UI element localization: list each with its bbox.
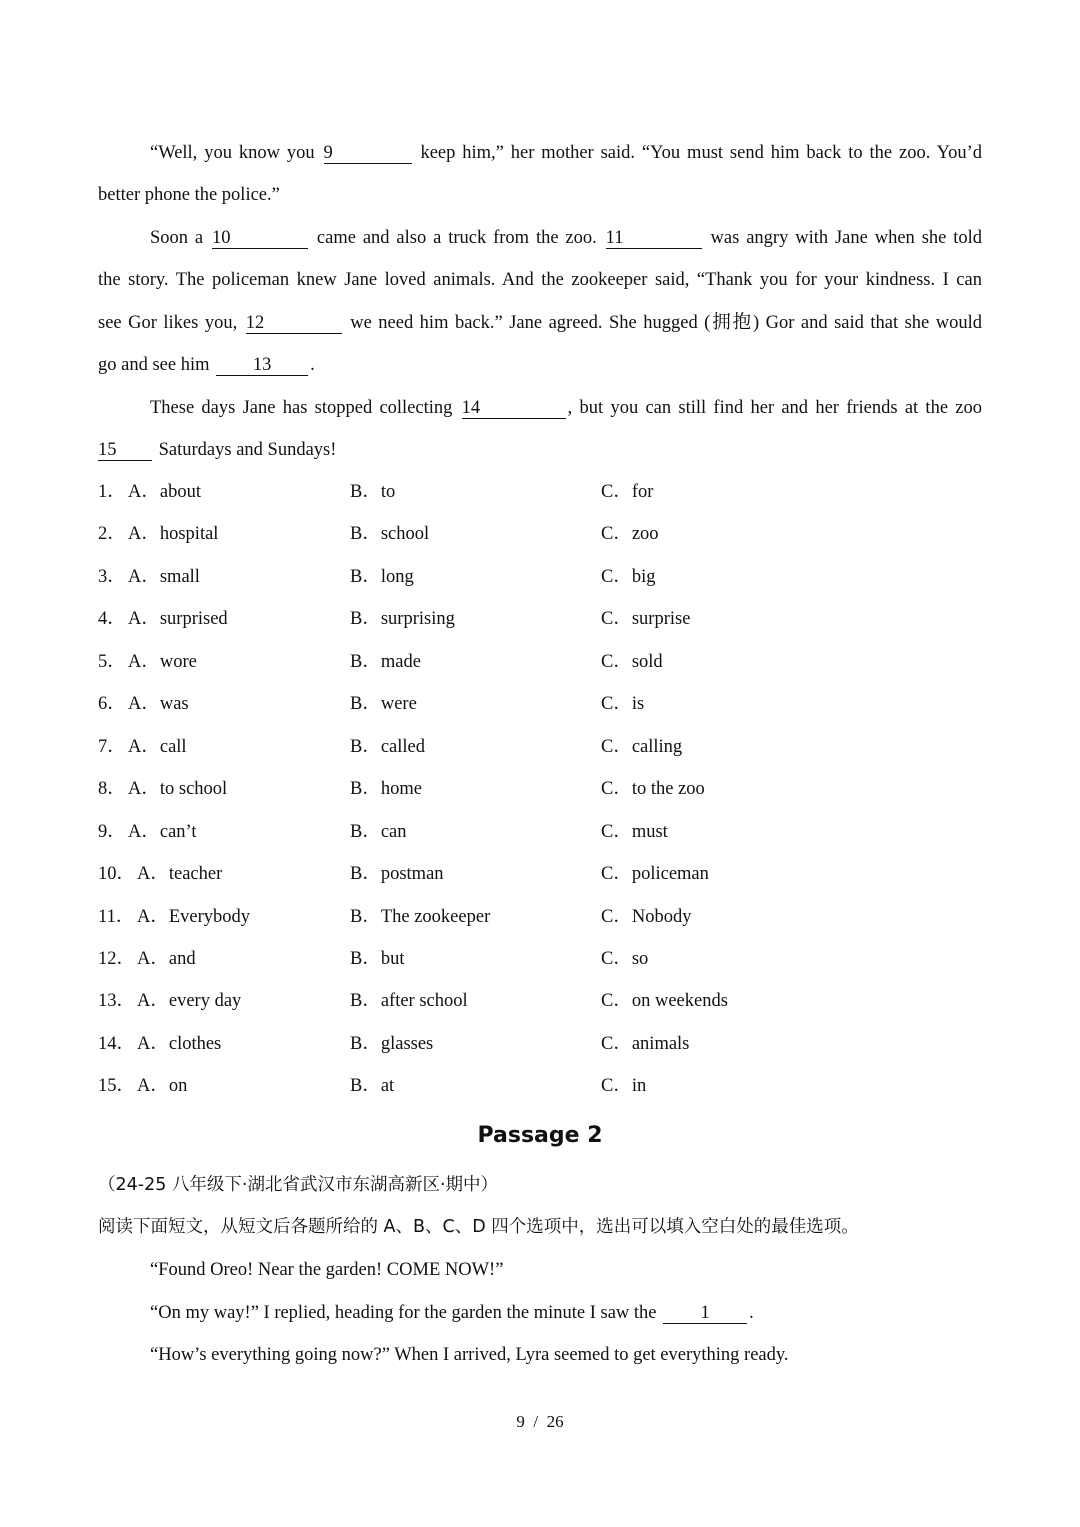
blank-1: 1 — [663, 1303, 747, 1324]
blank-10: 10 — [212, 228, 308, 249]
option-a: A．call — [128, 736, 187, 757]
question-number: 15． — [98, 1076, 136, 1097]
question-number: 14． — [98, 1033, 136, 1054]
question-number: 5． — [98, 651, 126, 672]
paragraph-line: see Gor likes you, 12 we need him back.” Jane agreed. She hugged (拥抱) Gor and said that she would — [98, 313, 983, 333]
paragraph-line: go and see him 13 . — [98, 355, 315, 375]
question-number: 12． — [98, 948, 136, 969]
option-b: B．were — [350, 694, 417, 715]
option-b: B．The zookeeper — [350, 906, 491, 927]
blank-11: 11 — [606, 228, 702, 249]
option-b: B．glasses — [350, 1033, 434, 1054]
option-c: C．is — [601, 694, 645, 715]
paragraph-line: better phone the police.” — [98, 185, 280, 205]
passage-title: Passage 2 — [477, 1123, 603, 1148]
blank-13: 13 — [216, 355, 308, 376]
question-number: 10． — [98, 864, 136, 885]
option-c: C．big — [601, 566, 656, 587]
option-c: C．sold — [601, 651, 663, 672]
option-a: A．about — [128, 482, 201, 502]
option-b: B．made — [350, 651, 421, 672]
option-b: B．can — [350, 821, 407, 842]
blank-9: 9 — [324, 143, 412, 164]
option-c: C．for — [601, 482, 654, 502]
option-a: A．surprised — [128, 609, 228, 630]
option-a: A．clothes — [137, 1033, 222, 1054]
paragraph-line: These days Jane has stopped collecting 14 , but you can still find her and her friends at the zoo — [150, 398, 983, 418]
option-a: A．on — [137, 1076, 188, 1097]
option-a: A．was — [128, 694, 189, 715]
question-number: 13． — [98, 991, 136, 1012]
question-number: 4． — [98, 609, 126, 630]
question-number: 1． — [98, 482, 126, 502]
option-a: A．and — [137, 948, 196, 969]
option-c: C．animals — [601, 1033, 690, 1054]
instruction: 阅读下面短文，从短文后各题所给的 A、B、C、D 四个选项中，选出可以填入空白处的最佳选项。 — [98, 1217, 859, 1237]
option-b: B．after school — [350, 991, 468, 1012]
option-a: A．teacher — [137, 864, 223, 885]
option-c: C．Nobody — [601, 906, 692, 927]
page-number: 9 / 26 — [516, 1412, 564, 1431]
option-a: A．can’t — [128, 821, 197, 842]
option-c: C．to the zoo — [601, 779, 705, 800]
option-a: A．hospital — [128, 524, 219, 545]
option-b: B．but — [350, 948, 405, 969]
option-b: B．at — [350, 1076, 395, 1097]
paragraph-line: “Found Oreo! Near the garden! COME NOW!” — [150, 1260, 504, 1280]
paragraph-line: “How’s everything going now?” When I arrived, Lyra seemed to get everything ready. — [150, 1345, 789, 1365]
option-c: C．so — [601, 948, 649, 969]
option-c: C．zoo — [601, 524, 659, 545]
source-note: （24-25 八年级下·湖北省武汉市东湖高新区·期中） — [98, 1175, 499, 1195]
option-c: C．on weekends — [601, 991, 728, 1012]
option-a: A．wore — [128, 651, 197, 672]
option-b: B．surprising — [350, 609, 455, 630]
option-c: C．policeman — [601, 864, 709, 885]
question-number: 2． — [98, 524, 126, 545]
question-number: 3． — [98, 566, 126, 587]
blank-14: 14 — [462, 398, 566, 419]
option-a: A．to school — [128, 779, 228, 800]
option-b: B．called — [350, 736, 426, 757]
option-b: B．long — [350, 566, 414, 587]
option-a: A．every day — [137, 991, 242, 1012]
question-number: 7． — [98, 736, 126, 757]
option-c: C．must — [601, 821, 668, 842]
option-b: B．school — [350, 524, 430, 545]
option-b: B．to — [350, 482, 396, 502]
question-number: 9． — [98, 821, 126, 842]
option-c: C．in — [601, 1076, 647, 1097]
question-number: 8． — [98, 779, 126, 800]
paragraph-line: the story. The policeman knew Jane loved animals. And the zookeeper said, “Thank you for your kindness. I can — [98, 270, 982, 290]
option-c: C．surprise — [601, 609, 691, 630]
paragraph-line: Soon a 10 came and also a truck from the zoo. 11 was angry with Jane when she told — [150, 228, 983, 248]
option-b: B．home — [350, 779, 422, 800]
paragraph-line: “On my way!” I replied, heading for the garden the minute I saw the 1 . — [150, 1303, 754, 1323]
question-number: 6． — [98, 694, 126, 715]
blank-12: 12 — [246, 313, 342, 334]
option-a: A．small — [128, 566, 200, 587]
option-b: B．postman — [350, 864, 444, 885]
paragraph-line: 15 Saturdays and Sundays! — [98, 440, 337, 460]
paragraph-line: “Well, you know you 9 keep him,” her mother said. “You must send him back to the zoo. You’d — [150, 143, 983, 163]
option-a: A．Everybody — [137, 906, 251, 927]
question-number: 11． — [98, 906, 135, 927]
option-c: C．calling — [601, 736, 683, 757]
blank-15: 15 — [98, 440, 152, 461]
